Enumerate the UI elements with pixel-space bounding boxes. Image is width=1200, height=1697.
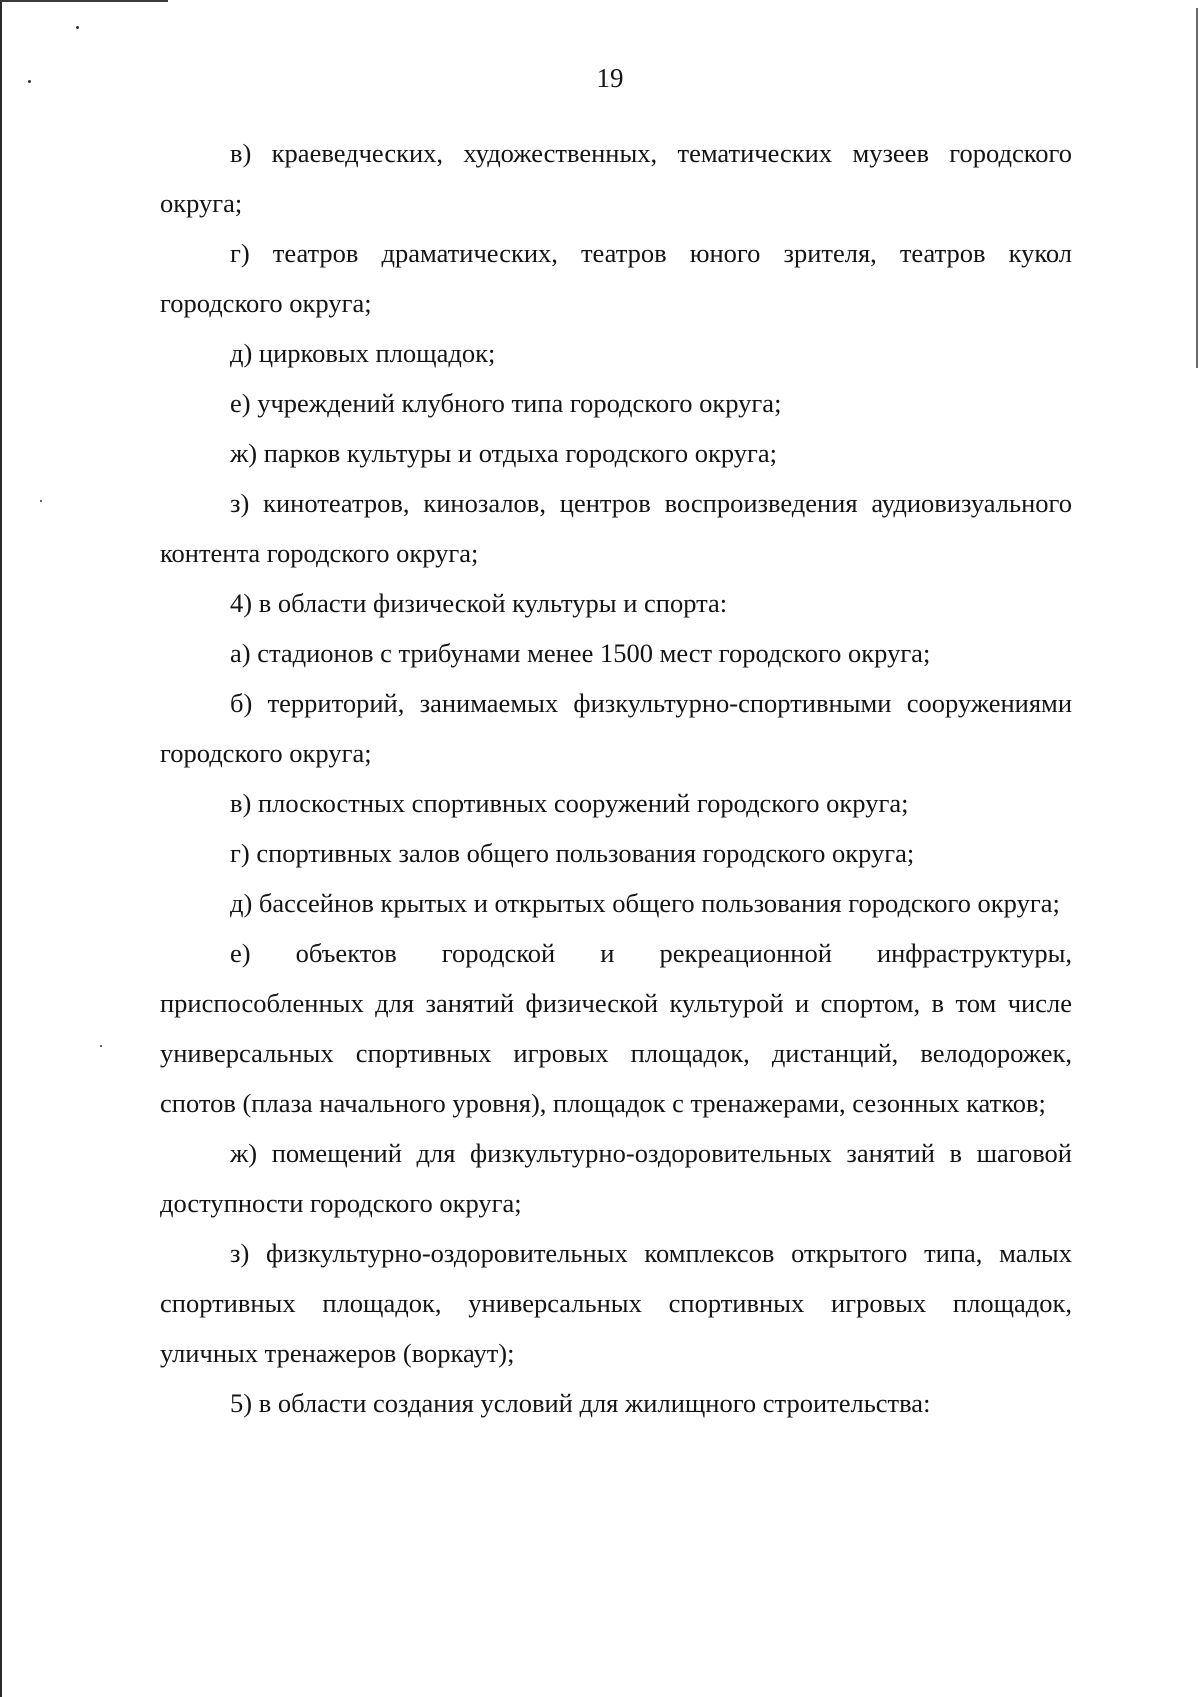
paragraph: д) цирковых площадок; xyxy=(230,338,496,368)
paragraph: ж) парков культуры и отдыха городского округа; xyxy=(230,438,778,468)
page-number: 19 xyxy=(596,63,624,93)
paragraph: з) физкультурно-оздоровительных комплексов открытого типа, малых спортивных площадок, универсальных спортивных игровых площадок, уличных тренажеров (воркаут); xyxy=(160,1238,1072,1368)
paragraph: е) объектов городской и рекреационной инфраструктуры, приспособленных для занятий физической культурой и спортом, в том числе универсальных спортивных игровых площадок, дистанций, велодорожек, спотов (плаза начального уровня), площадок с тренажерами, сезонных катков; xyxy=(160,938,1072,1118)
paragraph: г) спортивных залов общего пользования городского округа; xyxy=(230,838,915,868)
paragraph: 5) в области создания условий для жилищного строительства: xyxy=(230,1388,931,1418)
paragraph: а) стадионов с трибунами менее 1500 мест городского округа; xyxy=(230,638,931,668)
scan-speck xyxy=(40,500,42,502)
scan-speck xyxy=(76,26,79,29)
scan-top-edge xyxy=(0,0,168,2)
paragraph: г) театров драматических, театров юного зрителя, театров кукол городского округа; xyxy=(160,238,1072,318)
paragraph: з) кинотеатров, кинозалов, центров воспроизведения аудиовизуального контента городского округа; xyxy=(160,488,1072,568)
scan-left-edge xyxy=(0,0,2,1697)
paragraph: 4) в области физической культуры и спорта: xyxy=(230,588,728,618)
paragraph: б) территорий, занимаемых физкультурно-спортивными сооружениями городского округа; xyxy=(160,688,1072,768)
paragraph: ж) помещений для физкультурно-оздоровительных занятий в шаговой доступности городского округа; xyxy=(160,1138,1072,1218)
scan-speck xyxy=(100,1045,102,1047)
paragraph: д) бассейнов крытых и открытых общего пользования городского округа; xyxy=(230,888,1060,918)
paragraph: в) плоскостных спортивных сооружений городского округа; xyxy=(230,788,909,818)
paragraph: е) учреждений клубного типа городского округа; xyxy=(230,388,782,418)
document-body xyxy=(160,128,1072,1428)
paragraph: в) краеведческих, художественных, тематических музеев городского округа; xyxy=(160,138,1072,218)
